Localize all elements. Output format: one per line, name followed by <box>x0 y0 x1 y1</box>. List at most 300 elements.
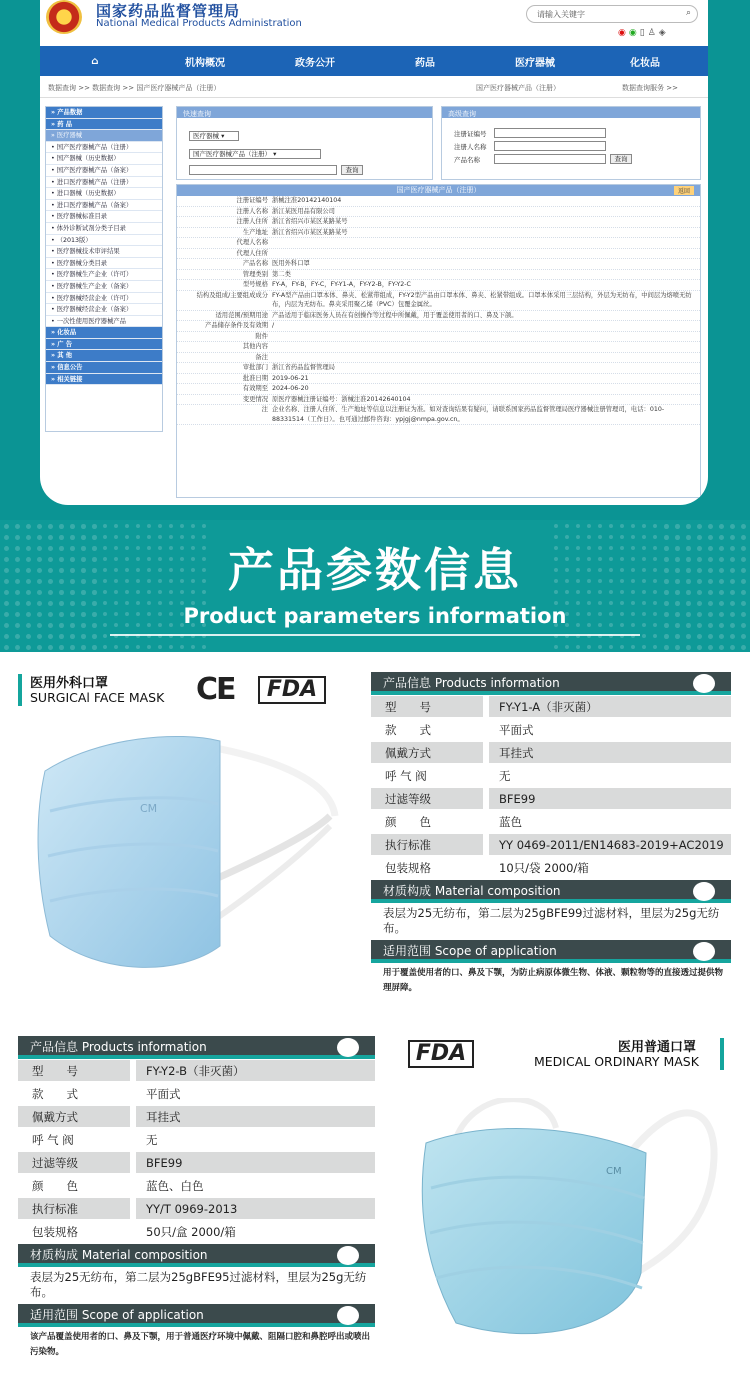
spec-key: 呼 气 阀 <box>371 765 483 786</box>
spec-key: 过滤等级 <box>18 1152 130 1173</box>
banner-dot <box>609 645 613 649</box>
detail-row <box>177 207 700 218</box>
detail-key: 注册证编号 <box>236 197 268 204</box>
sidebar-item[interactable]: • 医疗器械标准目录 <box>46 211 162 223</box>
product-2-material-text: 表层为25无纺布，第二层为25gBFE95过滤材料，里层为25g无纺布。 <box>30 1270 367 1299</box>
spec-row <box>18 1106 375 1129</box>
sidebar-item[interactable]: » 药 品 <box>46 119 162 131</box>
header-knob <box>337 1038 359 1057</box>
detail-value <box>272 342 700 352</box>
banner-dot <box>15 524 20 529</box>
banner-dot <box>686 645 691 650</box>
detail-key: 变更情况 <box>242 395 268 403</box>
banner-dot <box>26 524 31 529</box>
detail-value: 浙械注准20142140104 <box>272 197 342 204</box>
banner-dot <box>686 634 691 639</box>
detail-value: / <box>272 322 275 329</box>
detail-key: 备注 <box>255 353 268 361</box>
product-1-material-text: 表层为25无纺布，第二层为25gBFE99过滤材料，里层为25g无纺布。 <box>383 906 720 935</box>
spec-value: 耳挂式 <box>489 742 731 763</box>
site-header <box>40 0 708 46</box>
surgical-mask-image <box>30 716 350 986</box>
product-2-material-title: 材质构成 Material composition <box>30 1248 208 1262</box>
banner-dot <box>554 645 558 649</box>
site-title-en: National Medical Products Administration <box>96 18 302 29</box>
banner-dot <box>675 645 680 650</box>
detail-header <box>177 185 700 196</box>
banner-dot <box>4 634 9 639</box>
banner-dot <box>125 524 129 528</box>
database-select-value: 国产医疗器械产品（注册） <box>193 150 271 158</box>
banner-dot <box>653 524 657 528</box>
detail-row <box>177 249 700 260</box>
detail-row <box>177 196 700 207</box>
banner-dot <box>598 524 602 528</box>
spec-value: 无 <box>489 765 731 786</box>
detail-value: FY-A，FY-B，FY-C，FY-Y1-A，FY-Y2-B，FY-Y2-C <box>272 281 411 288</box>
sidebar-item[interactable]: • 医疗器械生产企业（备案） <box>46 281 162 293</box>
product-1-info-header <box>371 672 731 695</box>
banner-dot <box>697 634 702 639</box>
breadcrumb-left[interactable]: 数据查询 >> 数据查询 >> 国产医疗器械产品（注册） <box>48 84 221 92</box>
banner-dot <box>136 645 140 649</box>
spec-key: 包装规格 <box>18 1221 130 1242</box>
banner-dot <box>15 634 20 639</box>
spec-value: 10只/袋 2000/箱 <box>489 857 731 878</box>
back-button[interactable]: 返回 <box>674 186 694 195</box>
detail-value <box>272 332 700 342</box>
banner-dot <box>92 645 97 650</box>
spec-value: 蓝色 <box>489 811 731 832</box>
spec-value: YY/T 0969-2013 <box>136 1198 375 1219</box>
spec-value: 平面式 <box>136 1083 375 1104</box>
mask-print-text-1: CM <box>140 802 158 815</box>
banner-dot <box>708 645 713 650</box>
banner-dot <box>642 634 646 638</box>
product-1-scope-text: 用于覆盖使用者的口、鼻及下颚，为防止病原体微生物、体液、颗粒物等的直接透过提供物理屏障。 <box>383 968 724 993</box>
sidebar-item[interactable]: » 其 他 <box>46 350 162 362</box>
banner-dot <box>664 645 669 650</box>
advanced-search-title: 高级查询 <box>442 107 700 118</box>
banner-dot <box>675 634 680 639</box>
sidebar-item[interactable]: • 医疗器械技术审评结果 <box>46 246 162 258</box>
field-label-registrant: 注册人名称 <box>454 143 487 151</box>
banner-dot <box>719 634 724 639</box>
product-1-name-en: SURGICAl FACE MASK <box>30 690 165 705</box>
spec-value: 耳挂式 <box>136 1106 375 1127</box>
detail-value: 原医疗器械注册证编号：浙械注准20142640104 <box>272 395 411 403</box>
banner-dot <box>70 634 75 639</box>
spec-key: 佩戴方式 <box>18 1106 130 1127</box>
banner-dot <box>48 634 53 639</box>
sidebar-item[interactable]: • 进口医疗器械产品（注册） <box>46 177 162 189</box>
spec-row <box>371 834 731 857</box>
sidebar-item[interactable]: • 医疗器械分类目录 <box>46 258 162 270</box>
detail-value: 第二类 <box>272 270 291 278</box>
detail-key: 生产地址 <box>242 228 268 236</box>
product-1-accent-bar <box>18 674 22 706</box>
detail-value: 医用外科口罩 <box>272 260 310 267</box>
banner-dot <box>730 524 735 529</box>
banner-dot <box>180 645 184 649</box>
quick-search-title: 快速查询 <box>177 107 432 118</box>
banner-dot <box>103 524 107 528</box>
registrant-input[interactable] <box>494 141 606 151</box>
banner-dot <box>730 645 735 650</box>
detail-key: 产品储存条件及有效期 <box>205 322 268 329</box>
detail-row <box>177 270 700 281</box>
rss-icon[interactable]: ◈ <box>658 28 669 38</box>
header-knob <box>693 674 715 693</box>
main-nav <box>40 46 708 76</box>
spec-row <box>18 1129 375 1152</box>
sidebar-item[interactable]: • 体外诊断试剂分类子目录 <box>46 223 162 235</box>
spec-value: BFE99 <box>136 1152 375 1173</box>
banner-dot <box>202 645 206 649</box>
sidebar-item[interactable]: • 进口器械（历史数据） <box>46 188 162 200</box>
detail-key: 适用范围/预期用途 <box>215 311 268 319</box>
detail-key: 结构及组成/主要组成成分 <box>196 291 268 299</box>
banner-dot <box>191 645 195 649</box>
detail-value: 浙江省绍兴市某区某路某号 <box>272 228 348 236</box>
spec-key: 佩戴方式 <box>371 742 483 763</box>
detail-value: 2019-06-21 <box>272 374 309 382</box>
sidebar-item[interactable]: • 国产医疗器械产品（注册） <box>46 142 162 154</box>
banner-dot <box>158 524 162 528</box>
banner-dot <box>620 524 624 528</box>
spec-key: 颜 色 <box>371 811 483 832</box>
spec-key: 呼 气 阀 <box>18 1129 130 1150</box>
spec-value: FY-Y1-A（非灭菌） <box>489 696 731 717</box>
header-knob <box>693 942 715 961</box>
banner-dot <box>81 524 86 529</box>
product-2-name-en: MEDICAL ORDINARY MASK <box>534 1054 699 1069</box>
spec-row <box>371 857 731 880</box>
spec-row <box>371 788 731 811</box>
detail-row <box>177 363 700 374</box>
header-knob <box>337 1246 359 1265</box>
banner-dot <box>59 524 64 529</box>
banner-dot <box>37 524 42 529</box>
mask-print-text-2: CM <box>606 1166 622 1177</box>
detail-value: 浙江某医用品有限公司 <box>272 207 335 215</box>
product-2-accent-bar <box>720 1038 724 1070</box>
sidebar-item[interactable]: » 化妆品 <box>46 327 162 339</box>
banner-dot <box>686 524 691 529</box>
spec-value: FY-Y2-B（非灭菌） <box>136 1060 375 1081</box>
national-emblem-icon <box>46 0 82 34</box>
wechat-icon[interactable]: ◉ <box>628 28 640 38</box>
spec-row <box>18 1198 375 1221</box>
spec-key: 款 式 <box>18 1083 130 1104</box>
product-2-scope-title: 适用范围 Scope of application <box>30 1308 204 1322</box>
detail-key: 注册人住所 <box>236 218 268 225</box>
fda-mark-2: FDA <box>408 1040 474 1068</box>
sidebar-item[interactable]: • 医疗器械生产企业（许可） <box>46 269 162 281</box>
sidebar-item[interactable]: » 产品数据 <box>46 107 162 119</box>
spec-row <box>371 742 731 765</box>
spec-key: 执行标准 <box>371 834 483 855</box>
banner-dot <box>565 645 569 649</box>
quick-search-button[interactable]: 查询 <box>341 165 363 175</box>
banner-dot <box>730 634 735 639</box>
banner-dot <box>136 524 140 528</box>
banner-dot <box>4 524 9 529</box>
banner-dot <box>697 645 702 650</box>
banner-dot <box>147 524 151 528</box>
sidebar <box>45 106 163 432</box>
product-1-scope-header <box>371 940 731 963</box>
banner-dot <box>631 524 635 528</box>
sidebar-item[interactable]: • 国产器械（历史数据） <box>46 153 162 165</box>
banner-dot <box>169 645 173 649</box>
spec-row <box>371 719 731 742</box>
banner-dot <box>697 524 702 529</box>
breadcrumb-right-2[interactable]: 数据查询服务 >> <box>622 84 678 92</box>
banner-dot <box>576 524 580 528</box>
banner-dot <box>719 524 724 529</box>
banner-dot <box>609 524 613 528</box>
search-icon[interactable]: ⌕ <box>685 8 691 18</box>
section-title: 产品参数信息 <box>228 543 522 597</box>
banner-dot <box>103 645 107 649</box>
detail-row <box>177 374 700 385</box>
banner-dot <box>26 645 31 650</box>
banner-dot <box>653 645 657 649</box>
field-label-product: 产品名称 <box>454 156 480 164</box>
detail-value <box>272 353 700 363</box>
banner-dot <box>741 634 746 639</box>
advanced-search-panel <box>441 106 701 180</box>
detail-row <box>177 259 700 270</box>
sidebar-item[interactable]: » 相关链接 <box>46 374 162 386</box>
search-placeholder: 请输入关键字 <box>537 10 585 19</box>
detail-key: 型号规格 <box>242 281 268 288</box>
banner-dot <box>37 634 42 639</box>
banner-dot <box>576 645 580 649</box>
banner-dot <box>169 524 173 528</box>
nmpa-website <box>40 0 708 505</box>
sidebar-item[interactable]: • 医疗器械经营企业（许可） <box>46 293 162 305</box>
detail-value <box>272 238 700 248</box>
spec-key: 型 号 <box>18 1060 130 1081</box>
product-1-info-table <box>371 672 731 1002</box>
detail-value: 企业名称、注册人住所、生产地址等信息以注册证为准。如对查询结果有疑问，请联系国家药品监督管理局医疗器械注册管理司，电话：010-88331514（工作日）。也可通过邮件咨询：ypjgj@nmpa.gov.cn。 <box>272 406 665 423</box>
detail-table <box>177 196 700 425</box>
product-1-info-title: 产品信息 Products information <box>383 676 560 690</box>
banner-dot <box>664 634 669 639</box>
detail-panel <box>176 184 701 498</box>
banner-dot <box>92 524 97 529</box>
banner-dot <box>15 645 20 650</box>
banner-dot <box>741 524 746 529</box>
detail-row <box>177 353 700 364</box>
banner-dot <box>598 645 602 649</box>
spec-value: BFE99 <box>489 788 731 809</box>
detail-row <box>177 228 700 239</box>
detail-value: 2024-06-20 <box>272 385 309 392</box>
spec-value: 无 <box>136 1129 375 1150</box>
spec-row <box>371 811 731 834</box>
banner-dot <box>114 524 118 528</box>
detail-key: 注 <box>261 406 268 413</box>
detail-key: 代理人住所 <box>236 249 268 257</box>
spec-value: 平面式 <box>489 719 731 740</box>
spec-value: 蓝色、白色 <box>136 1175 375 1196</box>
spec-row <box>18 1221 375 1244</box>
banner-dot <box>103 634 107 638</box>
banner-dot <box>741 645 746 650</box>
detail-value: FY-A型产品由口罩本体、鼻夹、松紧带组成，FY-Y2型产品由口罩本体、鼻夹、松紧带组成。口罩本体采用三层结构，外层为无纺布，中间层为熔喷无纺布，内层为无纺布。鼻夹采用聚乙烯（PVC）包覆金属丝。 <box>272 291 692 308</box>
spec-key: 包装规格 <box>371 857 483 878</box>
breadcrumb <box>40 76 708 98</box>
category-select-value: 医疗器械 <box>193 132 219 140</box>
mobile-icon[interactable]: ▯ <box>639 28 648 38</box>
detail-row <box>177 332 700 343</box>
detail-row <box>177 291 700 311</box>
detail-key: 附件 <box>255 332 268 340</box>
sidebar-item[interactable]: • 进口医疗器械产品（备案） <box>46 200 162 212</box>
banner-dot <box>114 645 118 649</box>
website-screenshot-frame <box>0 0 750 520</box>
detail-row <box>177 405 700 425</box>
banner-dot <box>664 524 669 529</box>
nav-item-devices[interactable]: 医疗器械 <box>515 57 555 69</box>
weibo-icon[interactable]: ◉ <box>618 28 629 38</box>
banner-dot <box>554 524 558 528</box>
detail-row <box>177 311 700 322</box>
banner-dot <box>631 645 635 649</box>
detail-key: 注册人名称 <box>236 207 268 215</box>
nav-item-affairs[interactable]: 政务公开 <box>295 57 335 69</box>
banner-dot <box>4 645 9 650</box>
detail-key: 管理类别 <box>242 270 268 278</box>
sidebar-item[interactable]: • 国产医疗器械产品（备案） <box>46 165 162 177</box>
banner-dot <box>26 634 31 639</box>
spec-key: 型 号 <box>371 696 483 717</box>
product-2-info-table <box>18 1036 375 1366</box>
detail-key: 有效期至 <box>242 385 268 392</box>
banner-dot <box>125 645 129 649</box>
banner-dot <box>48 524 53 529</box>
site-search-input[interactable] <box>526 5 698 23</box>
spec-key: 款 式 <box>371 719 483 740</box>
nav-item-drugs[interactable]: 药品 <box>415 57 435 69</box>
detail-value: 浙江省药品监督管理局 <box>272 364 335 371</box>
user-icon[interactable]: ♙ <box>647 28 659 38</box>
detail-key: 批准日期 <box>242 374 268 382</box>
reg-no-input[interactable] <box>494 128 606 138</box>
detail-key: 审批部门 <box>242 364 268 371</box>
spec-row <box>371 696 731 719</box>
banner-dot <box>147 645 151 649</box>
banner-dot <box>191 524 195 528</box>
banner-dot <box>92 634 97 639</box>
detail-row <box>177 280 700 291</box>
detail-row <box>177 342 700 353</box>
sidebar-item[interactable]: » 信息公告 <box>46 362 162 374</box>
product-1-scope-title: 适用范围 Scope of application <box>383 944 557 958</box>
spec-value: 50只/盒 2000/箱 <box>136 1221 375 1242</box>
detail-value: 浙江省绍兴市某区某路某号 <box>272 218 348 225</box>
banner-dot <box>675 524 680 529</box>
detail-row <box>177 238 700 249</box>
product-1-name-cn: 医用外科口罩 <box>30 676 109 691</box>
product-2-scope-text: 该产品覆盖使用者的口、鼻及下颚，用于普通医疗环境中佩戴、阻隔口腔和鼻腔呼出或喷出污染物。 <box>30 1332 371 1357</box>
sidebar-item[interactable]: » 医疗器械 <box>46 130 162 142</box>
banner-dot <box>37 645 42 650</box>
section-subtitle: Product parameters information <box>183 604 567 628</box>
section-underline <box>110 634 640 636</box>
banner-dot <box>48 645 53 650</box>
product-2-name-cn: 医用普通口罩 <box>618 1040 697 1055</box>
section-banner <box>0 520 750 652</box>
detail-key: 代理人名称 <box>236 239 268 246</box>
product-2-material-header <box>18 1244 375 1267</box>
spec-key: 过滤等级 <box>371 788 483 809</box>
banner-dot <box>565 524 569 528</box>
banner-dot <box>158 645 162 649</box>
home-icon[interactable]: ⌂ <box>91 55 99 67</box>
field-label-reg-no: 注册证编号 <box>454 130 487 138</box>
detail-title: 国产医疗器械产品（注册） <box>396 186 481 194</box>
database-select[interactable]: 国产医疗器械产品（注册） ▾ <box>189 149 321 159</box>
banner-dot <box>70 524 75 529</box>
banner-dot <box>59 634 64 639</box>
banner-dot <box>81 645 86 650</box>
category-select[interactable]: 医疗器械 ▾ <box>189 131 239 141</box>
sidebar-item[interactable]: • 医疗器械经营企业（备案） <box>46 304 162 316</box>
detail-key: 产品名称 <box>242 260 268 267</box>
banner-dot <box>708 524 713 529</box>
site-title-cn[interactable]: 国家药品监督管理局 <box>96 2 241 20</box>
detail-row <box>177 321 700 332</box>
detail-row <box>177 384 700 395</box>
sidebar-item[interactable]: » 广 告 <box>46 339 162 351</box>
detail-value: 产品适用于临床医务人员在有创操作等过程中所佩戴，用于覆盖使用者的口、鼻及下颌。 <box>272 311 518 319</box>
banner-dot <box>70 645 75 650</box>
banner-dot <box>587 524 591 528</box>
banner-dot <box>620 645 624 649</box>
spec-row <box>18 1083 375 1106</box>
detail-key: 其他内容 <box>242 343 268 350</box>
spec-key: 颜 色 <box>18 1175 130 1196</box>
spec-row <box>371 765 731 788</box>
advanced-search-button[interactable]: 查询 <box>610 154 632 164</box>
banner-dot <box>708 634 713 639</box>
sidebar-item[interactable]: • 一次性使用医疗器械产品 <box>46 316 162 328</box>
product-2-info-title: 产品信息 Products information <box>30 1040 207 1054</box>
header-knob <box>337 1306 359 1325</box>
share-tools <box>618 28 669 38</box>
ce-mark: CE <box>196 672 235 707</box>
breadcrumb-right-1[interactable]: 国产医疗器械产品（注册） <box>476 84 560 92</box>
product-name-input[interactable] <box>494 154 606 164</box>
banner-dot <box>180 524 184 528</box>
banner-dot <box>642 524 646 528</box>
sidebar-item[interactable]: • （2013版） <box>46 235 162 247</box>
nav-item-cosmetics[interactable]: 化妆品 <box>630 57 660 69</box>
nav-item-about[interactable]: 机构概况 <box>185 57 225 69</box>
spec-row <box>18 1060 375 1083</box>
spec-row <box>18 1152 375 1175</box>
banner-dot <box>642 645 646 649</box>
quick-search-panel <box>176 106 433 180</box>
keyword-input[interactable] <box>189 165 337 175</box>
detail-row <box>177 217 700 228</box>
detail-row <box>177 395 700 406</box>
spec-row <box>18 1175 375 1198</box>
